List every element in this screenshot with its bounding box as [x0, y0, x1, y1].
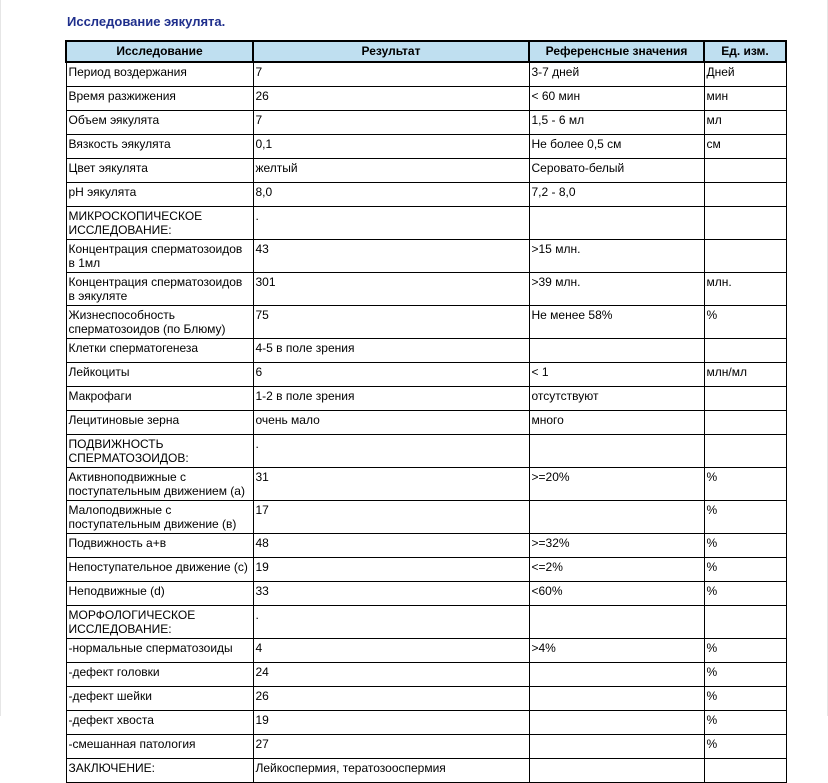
unit-cell: %	[704, 687, 786, 711]
result-cell: 19	[253, 558, 529, 582]
test-name-cell: МИКРОСКОПИЧЕСКОЕ ИССЛЕДОВАНИЕ:	[66, 207, 253, 240]
results-table	[65, 40, 787, 783]
test-name-cell: -дефект хвоста	[66, 711, 253, 735]
unit-cell: %	[704, 468, 786, 501]
table-row	[66, 111, 786, 135]
table-row	[66, 639, 786, 663]
reference-cell	[529, 687, 704, 711]
table-row	[66, 363, 786, 387]
unit-cell: см	[704, 135, 786, 159]
test-name-cell: Неподвижные (d)	[66, 582, 253, 606]
reference-cell	[529, 663, 704, 687]
test-name-cell: -дефект головки	[66, 663, 253, 687]
column-header-reference: Референсные значения	[529, 41, 704, 62]
table-row	[66, 534, 786, 558]
column-header-unit: Ед. изм.	[704, 41, 786, 62]
test-name-cell: Непоступательное движение (с)	[66, 558, 253, 582]
reference-cell: <60%	[529, 582, 704, 606]
result-cell: 75	[253, 306, 529, 339]
unit-cell	[704, 183, 786, 207]
table-row	[66, 183, 786, 207]
result-cell: 6	[253, 363, 529, 387]
unit-cell	[704, 159, 786, 183]
document-title: Исследование эякулята.	[67, 14, 226, 29]
test-name-cell: Время разжижения	[66, 87, 253, 111]
reference-cell: 1,5 - 6 мл	[529, 111, 704, 135]
reference-cell: Серовато-белый	[529, 159, 704, 183]
table-row	[66, 663, 786, 687]
reference-cell: <=2%	[529, 558, 704, 582]
result-cell: 43	[253, 240, 529, 273]
table-row	[66, 62, 786, 87]
reference-cell: >=20%	[529, 468, 704, 501]
test-name-cell: Лецитиновые зерна	[66, 411, 253, 435]
test-name-cell: Лейкоциты	[66, 363, 253, 387]
result-cell: 48	[253, 534, 529, 558]
table-row	[66, 273, 786, 306]
reference-cell: >39 млн.	[529, 273, 704, 306]
table-row	[66, 582, 786, 606]
test-name-cell: Объем эякулята	[66, 111, 253, 135]
test-name-cell: -смешанная патология	[66, 735, 253, 759]
reference-cell	[529, 339, 704, 363]
reference-cell: 3-7 дней	[529, 62, 704, 87]
unit-cell: %	[704, 306, 786, 339]
test-name-cell: Цвет эякулята	[66, 159, 253, 183]
result-cell: 301	[253, 273, 529, 306]
result-cell: 7	[253, 111, 529, 135]
result-cell: 31	[253, 468, 529, 501]
test-name-cell: Макрофаги	[66, 387, 253, 411]
reference-cell: >4%	[529, 639, 704, 663]
table-row	[66, 159, 786, 183]
test-name-cell: Клетки сперматогенеза	[66, 339, 253, 363]
unit-cell: мл	[704, 111, 786, 135]
reference-cell	[529, 435, 704, 468]
table-row	[66, 240, 786, 273]
unit-cell: %	[704, 711, 786, 735]
test-name-cell: Жизнеспособность сперматозоидов (по Блюму)	[66, 306, 253, 339]
result-cell: 4-5 в поле зрения	[253, 339, 529, 363]
unit-cell: %	[704, 735, 786, 759]
result-cell: 8,0	[253, 183, 529, 207]
unit-cell: мин	[704, 87, 786, 111]
table-row	[66, 759, 786, 783]
reference-cell: >=32%	[529, 534, 704, 558]
test-name-cell: pH эякулята	[66, 183, 253, 207]
table-row	[66, 435, 786, 468]
test-name-cell: Подвижность а+в	[66, 534, 253, 558]
table-row	[66, 558, 786, 582]
reference-cell	[529, 759, 704, 783]
result-cell: 17	[253, 501, 529, 534]
reference-cell: >15 млн.	[529, 240, 704, 273]
unit-cell	[704, 759, 786, 783]
result-cell: желтый	[253, 159, 529, 183]
result-cell: 26	[253, 87, 529, 111]
test-name-cell: Малоподвижные с поступательным движение (в)	[66, 501, 253, 534]
result-cell: .	[253, 606, 529, 639]
result-cell: Лейкоспермия, тератозооспермия	[253, 759, 529, 783]
table-header-row	[66, 41, 786, 62]
reference-cell: 7,2 - 8,0	[529, 183, 704, 207]
result-cell: 33	[253, 582, 529, 606]
unit-cell: %	[704, 558, 786, 582]
unit-cell: млн.	[704, 273, 786, 306]
test-name-cell: Вязкость эякулята	[66, 135, 253, 159]
table-row	[66, 606, 786, 639]
reference-cell	[529, 735, 704, 759]
table-row	[66, 468, 786, 501]
result-cell: 26	[253, 687, 529, 711]
test-name-cell: МОРФОЛОГИЧЕСКОЕ ИССЛЕДОВАНИЕ:	[66, 606, 253, 639]
table-row	[66, 501, 786, 534]
table-row	[66, 411, 786, 435]
reference-cell	[529, 711, 704, 735]
result-cell: .	[253, 207, 529, 240]
test-name-cell: -дефект шейки	[66, 687, 253, 711]
unit-cell	[704, 207, 786, 240]
unit-cell	[704, 411, 786, 435]
table-row	[66, 711, 786, 735]
table-row	[66, 339, 786, 363]
unit-cell: %	[704, 639, 786, 663]
result-cell: .	[253, 435, 529, 468]
table-row	[66, 135, 786, 159]
unit-cell: %	[704, 663, 786, 687]
reference-cell	[529, 606, 704, 639]
column-header-test: Исследование	[66, 41, 253, 62]
result-cell: очень мало	[253, 411, 529, 435]
reference-cell: отсутствуют	[529, 387, 704, 411]
test-name-cell: -нормальные сперматозоиды	[66, 639, 253, 663]
test-name-cell: Концентрация сперматозоидов в эякуляте	[66, 273, 253, 306]
table-row	[66, 207, 786, 240]
table-row	[66, 387, 786, 411]
unit-cell	[704, 435, 786, 468]
result-cell: 0,1	[253, 135, 529, 159]
result-cell: 27	[253, 735, 529, 759]
result-cell: 1-2 в поле зрения	[253, 387, 529, 411]
test-name-cell: Активноподвижные с поступательным движением (а)	[66, 468, 253, 501]
unit-cell	[704, 339, 786, 363]
reference-cell	[529, 501, 704, 534]
column-header-result: Результат	[253, 41, 529, 62]
unit-cell	[704, 606, 786, 639]
reference-cell: Не более 0,5 см	[529, 135, 704, 159]
reference-cell	[529, 207, 704, 240]
unit-cell: %	[704, 582, 786, 606]
table-row	[66, 735, 786, 759]
test-name-cell: Концентрация сперматозоидов в 1мл	[66, 240, 253, 273]
unit-cell	[704, 240, 786, 273]
reference-cell: < 60 мин	[529, 87, 704, 111]
table-row	[66, 306, 786, 339]
result-cell: 7	[253, 62, 529, 87]
table-row	[66, 687, 786, 711]
unit-cell	[704, 387, 786, 411]
test-name-cell: ЗАКЛЮЧЕНИЕ:	[66, 759, 253, 783]
test-name-cell: Период воздержания	[66, 62, 253, 87]
table-row	[66, 87, 786, 111]
unit-cell: %	[704, 501, 786, 534]
test-name-cell: ПОДВИЖНОСТЬ СПЕРМАТОЗОИДОВ:	[66, 435, 253, 468]
result-cell: 24	[253, 663, 529, 687]
reference-cell: много	[529, 411, 704, 435]
unit-cell: Дней	[704, 62, 786, 87]
result-cell: 4	[253, 639, 529, 663]
reference-cell: Не менее 58%	[529, 306, 704, 339]
results-table-body	[66, 62, 786, 783]
unit-cell: млн/мл	[704, 363, 786, 387]
reference-cell: < 1	[529, 363, 704, 387]
unit-cell: %	[704, 534, 786, 558]
result-cell: 19	[253, 711, 529, 735]
